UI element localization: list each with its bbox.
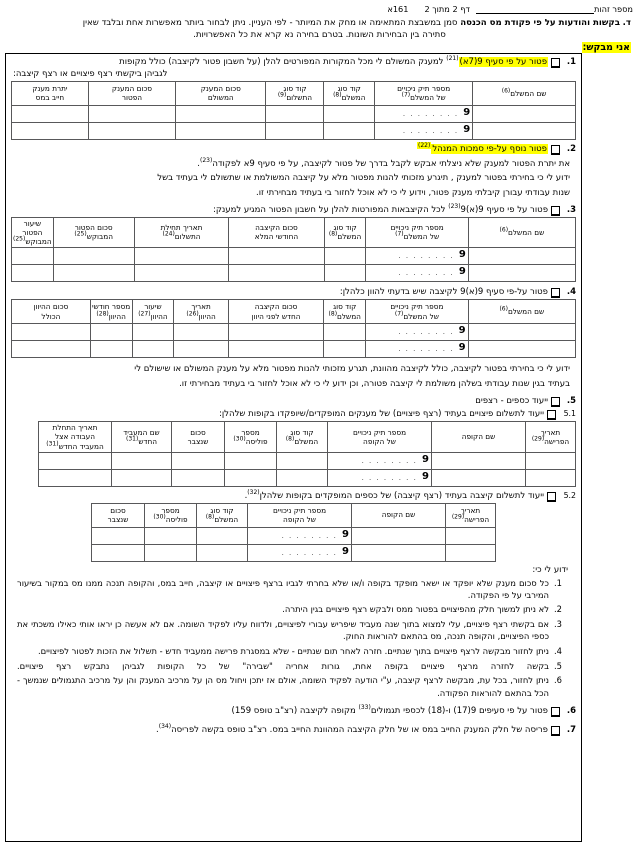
- table-cell[interactable]: [90, 324, 132, 341]
- id-number-field[interactable]: [476, 4, 594, 14]
- item-6-label-a: פטור על פי סעיפים 9(17) ו-(18) לכספי תגמולים: [370, 705, 548, 716]
- section-d-instructions: סמן במשבצת המתאימה או מחק את המיותר - לפי העניין. ניתן לבחור ביותר מאפשרות אחת ובלבד שאין: [82, 18, 458, 28]
- table-cell[interactable]: [277, 452, 328, 469]
- item-7-end: .: [156, 724, 159, 735]
- table-cell[interactable]: [39, 469, 112, 486]
- table-cell[interactable]: [324, 265, 366, 282]
- table-cell[interactable]: [174, 341, 229, 358]
- table-cell[interactable]: [12, 265, 54, 282]
- tax-file-number-cell[interactable]: 9 ········: [248, 527, 352, 544]
- item-4[interactable]: [11, 287, 576, 299]
- column-header: מספר תיק ניכויים של הקופה: [328, 422, 432, 452]
- tax-file-number-cell[interactable]: 9 ········: [328, 452, 432, 469]
- column-header: מספר פוליסה$^{(30)}$: [145, 503, 197, 527]
- table-cell[interactable]: [12, 105, 89, 122]
- table-cell[interactable]: [468, 324, 575, 341]
- column-header: שם המשלם$^{(6)}$: [468, 300, 575, 324]
- column-header: שם הקופה: [352, 503, 446, 527]
- table-cell[interactable]: [526, 469, 576, 486]
- tax-file-number-cell[interactable]: 9 ········: [366, 265, 468, 282]
- item-2-footnote-22: (22): [418, 141, 431, 149]
- table-row[interactable]: [92, 544, 496, 561]
- item-1-label-rest: למענק המשולם לי מכל המקורות המפורטים להלן (על חשבון פטור לקיצבה) כולל מקופות: [119, 57, 447, 67]
- item-5-1-label: ייעוד לתשלום פיצויים בעתיד (רצף פיצויים) של מענקים המופקדים/שיופקדו בקופות שלהלן:: [219, 409, 544, 420]
- item-5-1-checkbox[interactable]: [547, 410, 556, 420]
- table-cell[interactable]: [12, 324, 91, 341]
- table-cell[interactable]: [432, 452, 526, 469]
- table-cell[interactable]: [134, 248, 229, 265]
- table-cell[interactable]: [352, 544, 446, 561]
- column-header: שם המעביד החדש$^{(31)}$: [112, 422, 172, 452]
- table-1-wrap: [11, 81, 576, 140]
- form-main-box: [5, 53, 582, 842]
- table-cell[interactable]: [12, 248, 54, 265]
- table-cell[interactable]: [90, 341, 132, 358]
- table-cell[interactable]: [266, 122, 324, 139]
- item-5[interactable]: [11, 396, 576, 408]
- item-7-checkbox[interactable]: [551, 726, 560, 736]
- column-header: סכום המענק הפטור: [88, 81, 175, 105]
- table-cell[interactable]: [112, 452, 172, 469]
- known-list-item: בקשה לחזרה מרצף פיצויים בקופה אחת, גורות אחריה "שבירה" של כל הקופות לגביהן נתבקש רצף פיצויים.: [17, 660, 549, 671]
- table-cell[interactable]: [172, 469, 225, 486]
- column-header: קוד סוג המשלם$^{(8)}$: [324, 217, 366, 247]
- known-list: [17, 577, 562, 699]
- table-cell[interactable]: [446, 527, 496, 544]
- table-cell[interactable]: [229, 265, 324, 282]
- column-header: סכום ההיוון הכולל: [12, 300, 91, 324]
- column-header: מספר תיק ניכויים של המשלם$^{(7)}$: [375, 81, 473, 105]
- section-d-title: בקשות והודעות על פי פקודת מס הכנסה: [460, 18, 620, 28]
- item-7-text: [11, 722, 548, 737]
- table-3-wrap: [11, 217, 576, 282]
- table-cell[interactable]: [172, 452, 225, 469]
- column-header: מספר חודשי ההיוון$^{(28)}$: [90, 300, 132, 324]
- item-1-text: [11, 57, 548, 81]
- known-list-item: אם בקשתי רצף פיצויים, עלי למצוא בתוך שנה מעביד שיפריש עבורי לפיצויים, ולדווח עליו לפקיד השומה. אם לא אעשה כן יראו אותי כאילו משכתי את כספי הפיצויים, והקופה תנכה, מס בהתאם להוראות החוק.: [17, 619, 549, 642]
- column-header: תאריך תחילת התשלום$^{(24)}$: [134, 217, 229, 247]
- item-3-checkbox[interactable]: [551, 206, 560, 216]
- column-header: סכום הקיצבה החדש לפני היוון: [228, 300, 323, 324]
- column-header: סכום המענק המשולם: [176, 81, 266, 105]
- table-cell[interactable]: [197, 527, 248, 544]
- column-header: תאריך הפרישה$^{(29)}$: [446, 503, 496, 527]
- tax-file-number-cell[interactable]: 9 ········: [375, 122, 473, 139]
- table-4-wrap: [11, 299, 576, 358]
- tax-file-number-cell[interactable]: 9 ········: [248, 544, 352, 561]
- table-cell[interactable]: [324, 341, 366, 358]
- item-5-2-checkbox[interactable]: [547, 492, 556, 502]
- column-header: קוד סוג המשלם$^{(8)}$: [324, 300, 366, 324]
- table-cell[interactable]: [88, 122, 175, 139]
- table-1-exemption-grant[interactable]: [11, 81, 576, 140]
- table-cell[interactable]: [225, 452, 277, 469]
- table-cell[interactable]: [228, 324, 323, 341]
- table-header-row: [12, 81, 576, 105]
- item-3-label-rest: לכל הקיצבאות המפורטות להלן על חשבון הפטור המגיע למענק:: [212, 204, 449, 215]
- table-cell[interactable]: [468, 265, 575, 282]
- table-cell[interactable]: [132, 341, 174, 358]
- column-header: קוד סוג התשלום$^{(9)}$: [266, 81, 324, 105]
- table-cell[interactable]: [92, 544, 145, 561]
- item-4-number: 4.: [566, 287, 576, 298]
- section-d-line2: סתירה בין הבחירות השונות. בטרם בחירה נא קרא את כל האפשרויות.: [193, 30, 446, 41]
- item-5-2-end: .: [244, 490, 248, 501]
- table-cell[interactable]: [132, 324, 174, 341]
- column-header: שם המשלם$^{(6)}$: [473, 81, 576, 105]
- column-header: יתרת מענק חייב במס: [12, 81, 89, 105]
- table-header-row: [92, 503, 496, 527]
- item-3[interactable]: [11, 205, 576, 217]
- ani-mevakesh-text: אני מבקש:: [582, 42, 630, 53]
- item-6-footnote-33: (33): [358, 703, 371, 711]
- known-list-item: ניתן לחזור מבקשה לרצף פיצויים בתוך שנתיים. חזרה לאחר תום שנתיים - שלא במסגרת פרישה ממעביד חדש - תשלול את הזכות לפטור לפיצויים.: [37, 645, 549, 656]
- table-cell[interactable]: [53, 248, 134, 265]
- item-4-paragraph-2: בעתיד בגין שנות עבודתי בשלהן משולמת לי קיצבה פטורה, וכן ידוע לי כי לא אוכל לחזור בי בעתיד מבחירתי זו.: [179, 378, 570, 389]
- item-3-text: [11, 205, 548, 217]
- item-5-2-number: 5.2: [563, 490, 576, 500]
- table-header-row: [39, 422, 576, 452]
- table-cell[interactable]: [473, 122, 576, 139]
- table-cell[interactable]: [197, 544, 248, 561]
- column-header: שיעור הפטור המבוקש$^{(25)}$: [13, 218, 52, 247]
- item-7-number: 7.: [566, 724, 576, 735]
- item-6-number: 6.: [566, 705, 576, 716]
- table-cell[interactable]: [176, 105, 266, 122]
- tax-file-number-cell[interactable]: 9 ········: [366, 324, 468, 341]
- item-3-label: פטור על פי סעיף 9(א)9: [460, 204, 548, 215]
- page-of-label: דף 2 מתוך 2: [424, 4, 470, 14]
- table-row[interactable]: [12, 341, 576, 358]
- table-cell[interactable]: [324, 105, 375, 122]
- item-6-label-b: מקופה לקיצבה (רצ"ב טופס 159): [231, 705, 359, 716]
- table-52-pension-continuity[interactable]: [91, 503, 496, 562]
- tax-file-number-cell[interactable]: 9 ········: [366, 341, 468, 358]
- column-header: קוד סוג המשלם$^{(8)}$: [324, 81, 375, 105]
- table-cell[interactable]: [92, 527, 145, 544]
- table-51-wrap: [11, 421, 576, 486]
- item-4-paragraph-1: ידוע לי כי בחירתי בפטור לקיצבה, כולל לקיצבה מהוונת, תגרע מזכותי להנות מפטור מלא על מענק המשולם או שישולם לי: [134, 364, 570, 375]
- table-4-capitalization[interactable]: [11, 299, 576, 358]
- section-d-number: ד.: [622, 18, 631, 28]
- known-list-item: כל סכום מענק שלא יופקד או ישאר מופקד בקופה ו/או שלא בחרתי לגביו ברצף פיצויים או קיצבה, חייב במס, והקופה תנכה ממנו מס במקור בשיעור המירבי על פי הפקודה.: [17, 577, 549, 600]
- table-cell[interactable]: [526, 452, 576, 469]
- form-code-label: 161א: [387, 4, 409, 14]
- table-52-wrap: [11, 503, 576, 562]
- item-5-2[interactable]: [11, 488, 576, 503]
- column-header: מספר תיק ניכויים של הקופה: [248, 503, 352, 527]
- item-2-footnote-23: (23): [199, 156, 213, 164]
- column-header: תאריך הפרישה$^{(29)}$: [526, 422, 576, 452]
- table-cell[interactable]: [468, 341, 575, 358]
- column-header: מספר תיק ניכויים של המשלם$^{(7)}$: [366, 217, 468, 247]
- ani-mevakesh-heading: [0, 42, 639, 53]
- column-header: תאריך התחלת העבודה אצל המעביד החדש$^{(31)}$: [39, 422, 112, 452]
- table-cell[interactable]: [176, 122, 266, 139]
- table-row[interactable]: [12, 324, 576, 341]
- table-cell[interactable]: [53, 265, 134, 282]
- table-cell[interactable]: [174, 324, 229, 341]
- item-1[interactable]: [11, 57, 576, 81]
- item-5-checkbox[interactable]: [551, 397, 560, 407]
- bottom-items: [11, 703, 576, 737]
- item-3-number: 3.: [566, 204, 576, 215]
- item-4-checkbox[interactable]: [551, 288, 560, 298]
- table-header-row: [12, 217, 576, 247]
- item-2-checkbox[interactable]: [551, 145, 560, 155]
- table-3-pension-exemption[interactable]: [11, 217, 576, 282]
- table-cell[interactable]: [225, 469, 277, 486]
- table-cell[interactable]: [324, 248, 366, 265]
- item-5-label: ייעוד כספים - רצפים: [475, 395, 548, 406]
- table-row[interactable]: [12, 265, 576, 282]
- item-1-number: 1.: [566, 57, 576, 67]
- table-cell[interactable]: [134, 265, 229, 282]
- item-7[interactable]: [11, 722, 576, 737]
- table-cell[interactable]: [145, 527, 197, 544]
- item-6[interactable]: [11, 703, 576, 718]
- table-cell[interactable]: [145, 544, 197, 561]
- tax-file-number-cell[interactable]: 9 ········: [366, 248, 468, 265]
- section-d-intro: [0, 16, 639, 42]
- column-header: קוד סוג המשלם$^{(8)}$: [197, 503, 248, 527]
- item-2-label: פטור נוסף על-פי סמכות המנהל: [432, 143, 547, 154]
- column-header: סכום הפטור המבוקש$^{(25)}$: [53, 217, 134, 247]
- table-cell[interactable]: [446, 544, 496, 561]
- column-header: שם הקופה: [432, 422, 526, 452]
- item-2-p1a: את יתרת הפטור למענק שלא ניצלתי אבקש לקבל בדרך של פטור לקיצבה, על פי סעיף 9א לפקודה: [212, 158, 570, 169]
- table-row[interactable]: [39, 452, 576, 469]
- section-d-line1: [8, 17, 631, 29]
- table-51-severance-continuity[interactable]: [38, 421, 576, 486]
- item-6-text: [11, 703, 548, 718]
- item-2-paragraph-2: ידוע לי כי בחירתי בפטור למענק , תיגרע מזכותי להנות מפטור מלא על קיצבה המשולמת או שתשולם לי בעתיד בשל: [157, 173, 570, 184]
- column-header: קוד סוג המשלם$^{(8)}$: [277, 422, 328, 452]
- known-list-item: לא ניתן למשוך חלק מהפיצויים בפטור ממס ולבקש רצף פיצויים בגין היתרה.: [282, 604, 549, 615]
- item-1-label-highlight: פטור על פי סעיף 9(7א): [459, 57, 547, 67]
- column-header: תאריך ההיוון$^{(26)}$: [174, 300, 229, 324]
- table-row[interactable]: [12, 248, 576, 265]
- table-row[interactable]: [39, 469, 576, 486]
- table-cell[interactable]: [324, 324, 366, 341]
- column-header: סכום הקיצבה החודשי המלא: [229, 217, 324, 247]
- table-cell[interactable]: [468, 248, 575, 265]
- table-cell[interactable]: [229, 248, 324, 265]
- item-2[interactable]: [11, 141, 576, 156]
- item-5-1[interactable]: [11, 409, 576, 421]
- table-cell[interactable]: [228, 341, 323, 358]
- item-2-paragraph-3: שנות עבודתי עבורן קיבלתי מענק פטור, וידוע לי כי לא אוכל לחזור בי בעתיד מבחירתי זו.: [256, 188, 570, 199]
- column-header: סכום שנצבר: [172, 422, 225, 452]
- item-7-label: פריסה של חלק המענק החייב במס או של חלק הקיצבה המהוונת החייב במס. רצ"ב טופס בקשה לפריסה: [171, 724, 548, 735]
- known-list-item: ניתן לחזור, בכל עת, מבקשה לרצף קיצבה, ע"י הודעה לפקיד השומה, אולם אז יתכן ויחול מס הן על מרכיב המענק והן על מרכיב התגמולים שנמשך - הכל בהתאם להוראות הפקודה.: [17, 675, 549, 698]
- item-5-1-number: 5.1: [563, 409, 576, 419]
- item-2-p1end: .: [197, 158, 200, 169]
- tax-file-number-cell[interactable]: 9 ········: [328, 469, 432, 486]
- id-number-label: מספר זהות: [593, 4, 633, 14]
- table-cell[interactable]: [112, 469, 172, 486]
- item-3-footnote-23: (23): [448, 203, 461, 211]
- table-cell[interactable]: [352, 527, 446, 544]
- item-2-text: [11, 141, 548, 156]
- column-header: סכום שנצבר: [92, 503, 145, 527]
- item-1-line2: לגביהן ביקשתי רצף פיצויים או רצף קיצבה:: [13, 68, 168, 79]
- table-cell[interactable]: [266, 105, 324, 122]
- item-5-2-label: ייעוד לתשלום קיצבה בעתיד (רצף קיצבה) של כספים המופקדים בקופות שלהלן: [259, 490, 544, 501]
- column-header: שיעור ההיוון$^{(27)}$: [132, 300, 174, 324]
- table-cell[interactable]: [12, 122, 89, 139]
- item-2-number: 2.: [566, 143, 576, 154]
- item-5-2-footnote-32: (32): [247, 488, 260, 496]
- column-header: מספר פוליסה$^{(30)}$: [225, 422, 277, 452]
- item-2-paragraph-1: [19, 158, 570, 171]
- table-row[interactable]: [12, 105, 576, 122]
- item-5-number: 5.: [566, 395, 576, 406]
- tax-file-number-cell[interactable]: 9 ········: [375, 105, 473, 122]
- item-7-footnote-34: (34): [158, 722, 172, 730]
- known-list-title: ידוע לי כי:: [532, 564, 568, 575]
- column-header: מספר תיק ניכויים של המשלם$^{(7)}$: [366, 300, 468, 324]
- column-header: שם המשלם$^{(6)}$: [468, 217, 575, 247]
- table-row[interactable]: [12, 122, 576, 139]
- table-cell[interactable]: [473, 105, 576, 122]
- page-header: [0, 0, 639, 16]
- table-cell[interactable]: [88, 105, 175, 122]
- item-1-checkbox[interactable]: [551, 58, 560, 68]
- table-cell[interactable]: [277, 469, 328, 486]
- table-cell[interactable]: [432, 469, 526, 486]
- item-6-checkbox[interactable]: [551, 707, 560, 717]
- table-header-row: [12, 300, 576, 324]
- table-cell[interactable]: [39, 452, 112, 469]
- table-row[interactable]: [92, 527, 496, 544]
- item-4-label: פטור על-פי סעיף 9(א)9 לקיצבה שיש בדעתי להוון כלהלן:: [339, 287, 548, 298]
- table-cell[interactable]: [12, 341, 91, 358]
- table-cell[interactable]: [324, 122, 375, 139]
- item-1-footnote-21: (21): [446, 55, 459, 63]
- item-5-2-text: [11, 488, 544, 503]
